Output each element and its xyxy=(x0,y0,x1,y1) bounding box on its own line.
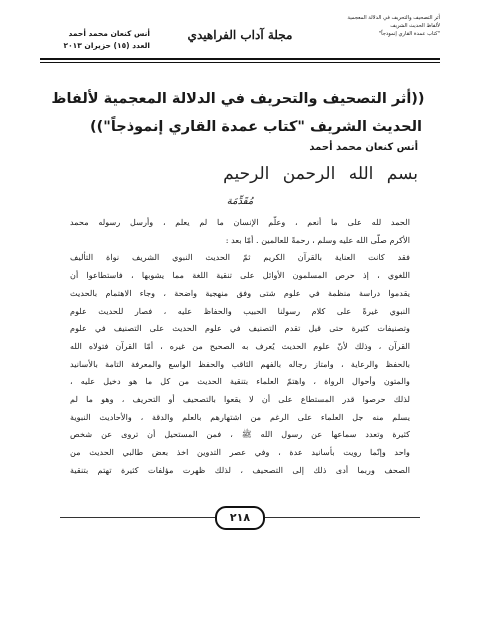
basmala: بسم الله الرحمن الرحيم xyxy=(223,164,418,184)
body-line: واحد وإنّما رويت بأسانيد عدة ، وفي عصر التدوين اخذ بعض طالبي الحديث من xyxy=(70,447,410,458)
article-title-line-2: الحديث الشريف "كتاب عمدة القاري إنموذجاً")) xyxy=(90,119,422,135)
body-line: فقد كانت العناية بالقرآن الكريم ثمّ الحديث النبوي الشريف نواة التأليف xyxy=(70,252,410,263)
page-number: ٢١٨ xyxy=(215,506,265,530)
body-line: الصحف وربما أدى ذلك إلى التصحيف ، لذلك ظهرت مؤلفات كثيرة تهتم بتنقية xyxy=(70,464,410,475)
body-line: كثيرة وتعدد سماعها عن رسول الله ﷺ ، فمن المستحيل أن تروى عن شخص xyxy=(70,429,410,440)
body-line: لذلك حرصوا قدر المستطاع على أن لا يقعوا بالتصحيف أو التحريف ، وهو ما لم xyxy=(70,394,410,405)
body-line: بالحفظ والرعاية ، وامتاز رجاله بالفهم الثاقب والحفظ الواسع والمعرفة التامة بالأسانيد xyxy=(70,358,410,369)
body-line: القرآن ، وذلك لأنّ علوم الحديث يُعرف به الصحيح من غيره ، أمّا القرآن فتولاه الله xyxy=(70,340,410,351)
header-article-line: أثر التصحيف والتحريف في الدلالة المعجمية xyxy=(347,15,440,21)
section-heading: مُقَدِّمَة xyxy=(226,196,254,207)
header-article-line: "كتاب عمدة القاري إنموذجاً" xyxy=(378,31,440,37)
body-line: اللغوي ، إذ حرص المسلمون الأوائل على تنقية اللغة مما يشوبها ، فاستطاعوا أن xyxy=(70,270,410,281)
header-article-line: لألفاظ الحديث الشريف xyxy=(390,23,440,29)
header-article-title xyxy=(320,14,440,38)
page-number-area xyxy=(0,506,480,530)
author-name: أنس كنعان محمد أحمد xyxy=(309,142,418,153)
header-author: أنس كنعان محمد أحمد xyxy=(68,29,150,38)
body-line: الأكرم صلّى الله عليه وسلم ، رحمةً للعالمين . أمّا بعد : xyxy=(225,234,410,245)
body-line: يقدموا دراسة منظمة في علوم شتى وفق منهجية واضحة ، وجاء الاهتمام بالحديث xyxy=(70,287,410,298)
header-rule-thin xyxy=(40,62,440,63)
body-line: وتصنيفات كثيرة حتى قيل تقدم التصنيف في علوم الحديث على التصنيف في علوم xyxy=(70,323,410,334)
body-text xyxy=(70,214,410,480)
body-line: الحمد لله على ما أنعم ، وعلّم الإنسان ما لم يعلم ، وأرسل رسوله محمد xyxy=(70,217,410,227)
journal-name: مجلة آداب الفراهيدي xyxy=(187,28,293,42)
body-line: النبوي غيرةً على كلام رسولنا الحبيب والحفاظ عليه ، فصار للحديث علوم xyxy=(70,305,410,316)
body-line: والمتون وأحوال الرواة ، واهتمّ العلماء بتنقية الحديث من كل ما هو دخيل عليه ، xyxy=(70,376,410,387)
body-line: يسلم منه جل العلماء على الرغم من اشتهارهم بالعلم والدقة ، والأحاديث النبوية xyxy=(70,411,410,422)
header-issue: العدد (١٥) حزيران ٢٠١٣ xyxy=(63,41,150,50)
article-title xyxy=(48,85,428,141)
header-author-issue xyxy=(40,28,150,52)
header-rule xyxy=(40,58,440,60)
article-title-line-1: ((أثر التصحيف والتحريف في الدلالة المعجمية لألفاظ xyxy=(51,91,425,107)
